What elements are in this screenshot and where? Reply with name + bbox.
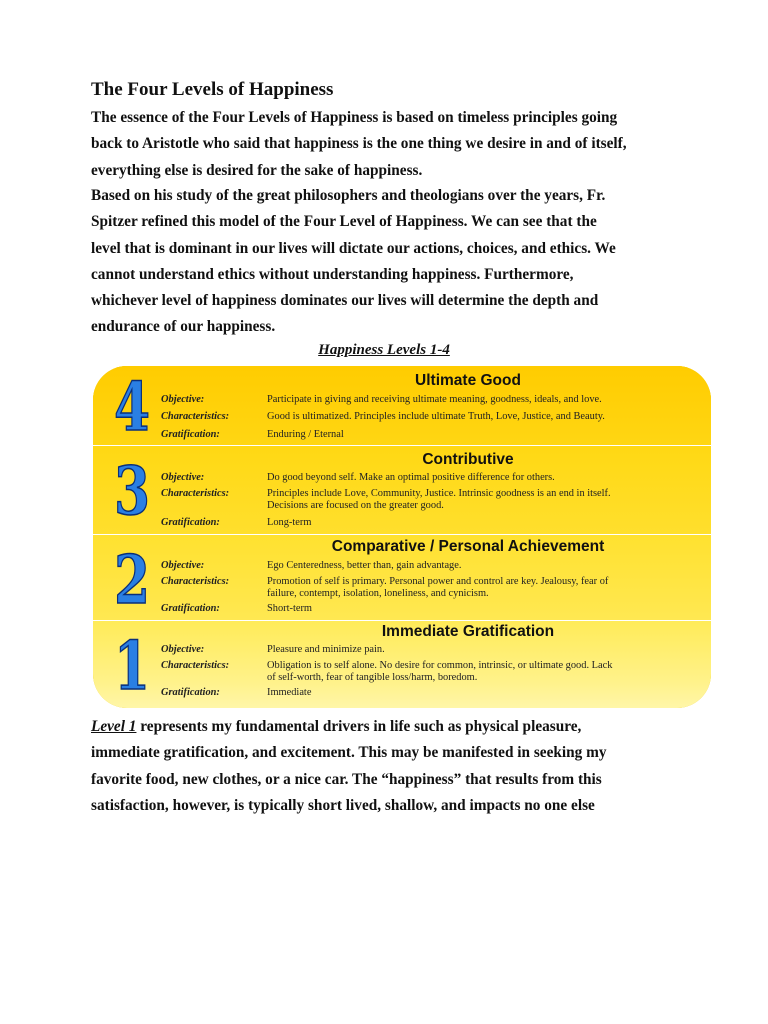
level-2-band — [93, 535, 711, 621]
text-line: The essence of the Four Levels of Happiness is based on timeless principles going — [91, 109, 618, 126]
objective-text: Pleasure and minimize pain. — [267, 644, 385, 655]
level-1-paragraph — [91, 714, 691, 819]
text-line: satisfaction, however, is typically short lived, shallow, and impacts no one else — [91, 796, 595, 814]
characteristics-label: Characteristics: — [161, 488, 230, 499]
objective-label: Objective: — [161, 472, 205, 483]
gratification-label: Gratification: — [161, 517, 220, 528]
level-number: 1 — [114, 627, 150, 705]
gratification-label: Gratification: — [161, 603, 220, 614]
text-line: Based on his study of the great philosophers and theologians over the years, Fr. — [91, 187, 606, 204]
gratification-label: Gratification: — [161, 429, 220, 440]
text-line: immediate gratification, and excitement. This may be manifested in seeking my — [91, 744, 607, 762]
level-3-band — [93, 446, 711, 535]
level-1-band — [93, 621, 711, 708]
objective-value — [267, 560, 691, 572]
characteristics-value — [267, 576, 691, 600]
level-heading: Ultimate Good — [415, 372, 521, 389]
text-line: cannot understand ethics without understanding happiness. Furthermore, — [91, 265, 574, 283]
objective-label: Objective: — [161, 644, 205, 655]
level-1-lead: Level 1 — [91, 718, 137, 735]
text-line: favorite food, new clothes, or a nice car. The “happiness” that results from this — [91, 770, 602, 788]
intro-paragraph — [91, 105, 691, 184]
characteristics-text: Good is ultimatized. Principles include ultimate Truth, Love, Justice, and Beauty. — [267, 411, 605, 422]
gratification-value — [267, 603, 691, 615]
text-line: whichever level of happiness dominates our lives will determine the depth and — [91, 292, 599, 310]
objective-value — [267, 472, 691, 484]
text-line: back to Aristotle who said that happiness is the one thing we desire in and of itself, — [91, 135, 627, 153]
gratification-text: Short-term — [267, 603, 313, 614]
level-heading: Comparative / Personal Achievement — [331, 538, 605, 555]
objective-text: Ego Centeredness, better than, gain advantage. — [267, 560, 462, 571]
text-span: represents my fundamental drivers in life such as physical pleasure, — [136, 718, 582, 735]
level-number: 4 — [114, 368, 150, 446]
gratification-value — [267, 429, 691, 441]
gratification-text: Long-term — [267, 517, 312, 528]
objective-label: Objective: — [161, 394, 205, 405]
page-title: The Four Levels of Happiness — [91, 79, 334, 100]
characteristics-text: Promotion of self is primary. Personal power and control are key. Jealousy, fear of — [267, 576, 609, 587]
characteristics-label: Characteristics: — [161, 660, 230, 671]
gratification-value — [267, 517, 691, 529]
text-line: Spitzer refined this model of the Four Level of Happiness. We can see that the — [91, 213, 597, 231]
text-line — [91, 714, 691, 740]
objective-text: Do good beyond self. Make an optimal positive difference for others. — [267, 472, 555, 483]
objective-value — [267, 644, 691, 656]
characteristics-value — [267, 411, 691, 423]
characteristics-text: of self-worth, fear of tangible loss/harm, boredom. — [267, 672, 478, 683]
spitzer-paragraph — [91, 183, 691, 341]
level-heading: Immediate Gratification — [381, 623, 555, 640]
level-number: 3 — [114, 452, 150, 530]
characteristics-value — [267, 488, 691, 512]
level-number: 2 — [114, 541, 150, 619]
gratification-text: Immediate — [267, 687, 312, 698]
characteristics-text: Obligation is to self alone. No desire for common, intrinsic, or ultimate good. Lack — [267, 660, 613, 671]
happiness-levels-figure — [93, 366, 711, 708]
level-4-band — [93, 366, 711, 446]
figure-caption: Happiness Levels 1-4 — [318, 342, 450, 358]
objective-value — [267, 394, 691, 406]
gratification-value — [267, 687, 691, 699]
text-line: everything else is desired for the sake of happiness. — [91, 161, 423, 179]
characteristics-label: Characteristics: — [161, 576, 230, 587]
objective-label: Objective: — [161, 560, 205, 571]
characteristics-text: Principles include Love, Community, Justice. Intrinsic goodness is an end in itself. — [267, 488, 611, 499]
gratification-text: Enduring / Eternal — [267, 429, 344, 440]
characteristics-text: Decisions are focused on the greater good. — [267, 500, 444, 511]
text-line: endurance of our happiness. — [91, 318, 276, 336]
level-heading: Contributive — [422, 451, 514, 468]
characteristics-text: failure, contempt, isolation, loneliness, and cynicism. — [267, 588, 489, 599]
characteristics-value — [267, 660, 691, 684]
gratification-label: Gratification: — [161, 687, 220, 698]
characteristics-label: Characteristics: — [161, 411, 230, 422]
objective-text: Participate in giving and receiving ultimate meaning, goodness, ideals, and love. — [267, 394, 602, 405]
text-line: level that is dominant in our lives will dictate our actions, choices, and ethics. We — [91, 239, 616, 257]
